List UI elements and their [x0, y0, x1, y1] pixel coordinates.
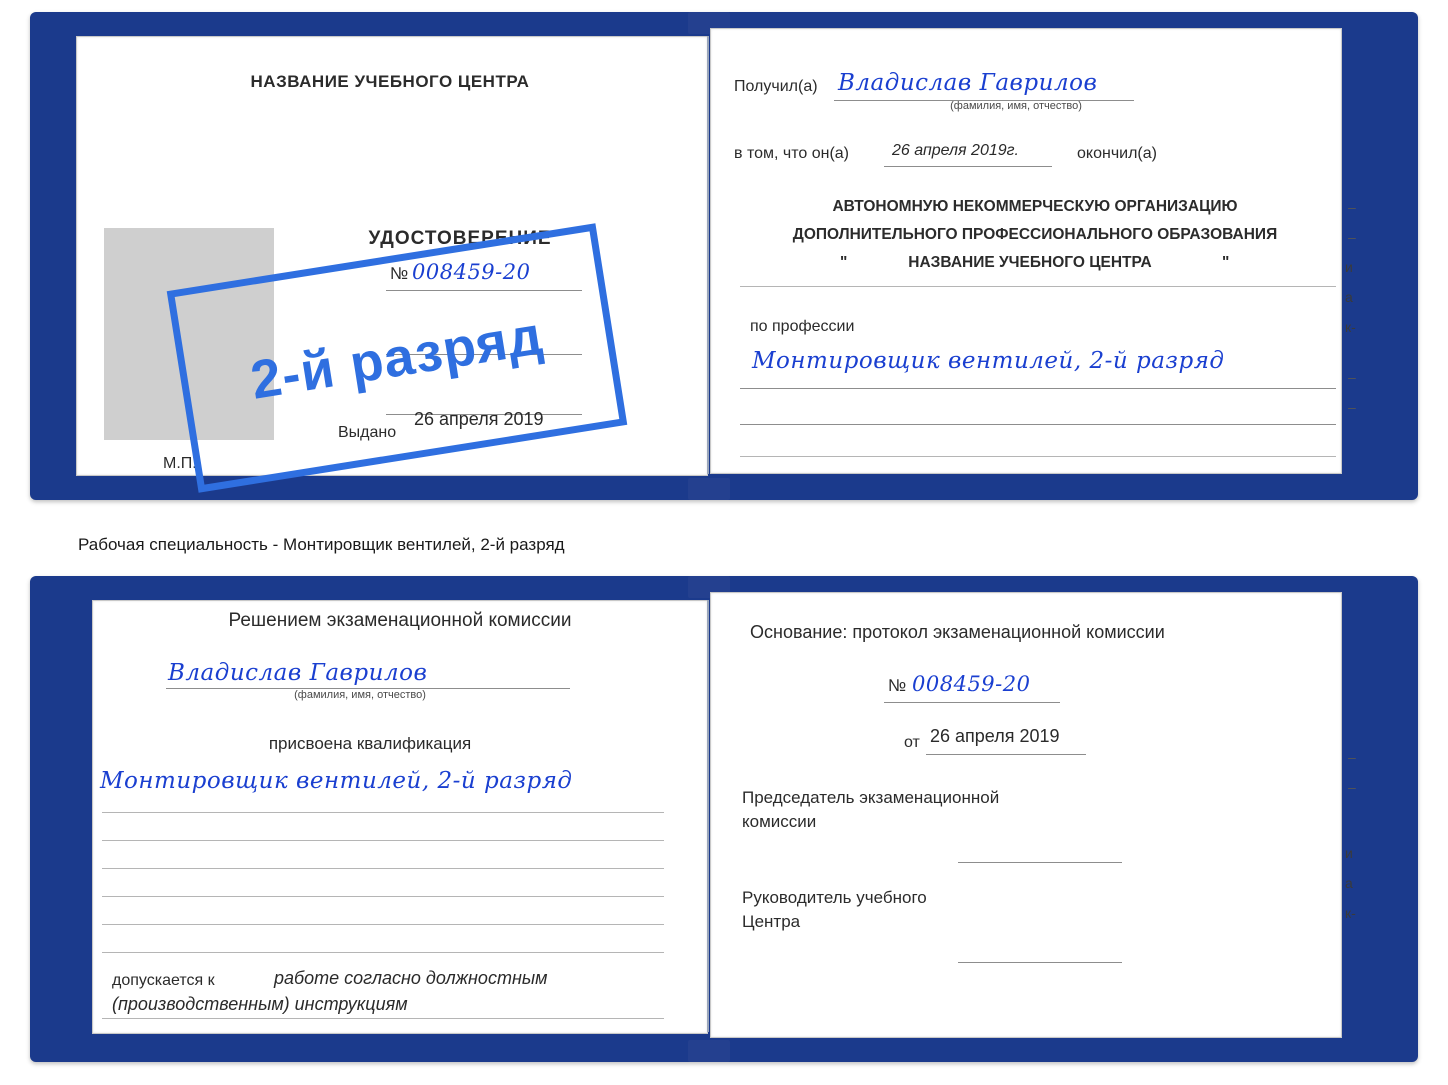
chairman-label-line2: комиссии	[742, 812, 817, 831]
org-rule-1	[740, 286, 1336, 287]
back-edge-char-2: а	[1345, 875, 1353, 891]
head-label-line1: Руководитель учебного	[742, 888, 927, 907]
quote-open: "	[840, 254, 848, 271]
profession-rule-2	[740, 424, 1336, 425]
front-edge-char-3: к-	[1345, 319, 1356, 335]
profession-rule-3	[740, 456, 1336, 457]
front-edge-dash-4: –	[1348, 399, 1356, 415]
protocol-number-value: 008459-20	[912, 672, 1031, 696]
finished-label: окончил(а)	[1077, 145, 1157, 162]
certificate-number-sign: №	[390, 264, 409, 283]
name-hint-front: (фамилия, имя, отчество)	[950, 100, 1082, 112]
front-edge-char-1: и	[1345, 259, 1353, 275]
rank-watermark-stamp: 2-й разряд	[167, 223, 628, 492]
training-center-name: НАЗВАНИЕ УЧЕБНОГО ЦЕНТРА	[250, 72, 530, 91]
quote-close: "	[1222, 254, 1230, 271]
commission-decision-heading: Решением экзаменационной комиссии	[228, 610, 572, 631]
front-edge-dashes-lower	[1348, 362, 1356, 422]
name-hint-back: (фамилия, имя, отчество)	[294, 689, 426, 701]
seal-mark-label: М.П.	[163, 455, 197, 472]
back-edge-char-1: и	[1345, 845, 1353, 861]
from-date: 26 апреля 2019	[930, 726, 1060, 746]
front-edge-char-2: а	[1345, 289, 1353, 305]
front-edge-dashes	[1348, 192, 1356, 252]
issued-date: 26 апреля 2019	[414, 409, 544, 429]
back-left-rule-7	[102, 1018, 664, 1019]
issued-label: Выдано	[338, 424, 397, 441]
back-left-rule-4	[102, 896, 664, 897]
chairman-label-line1: Председатель экзаменационной	[742, 788, 1000, 807]
profession-label: по профессии	[750, 318, 855, 335]
back-edge-dashes	[1348, 742, 1356, 802]
certificate-number-value: 008459-20	[412, 260, 531, 284]
front-edge-dash-3: –	[1348, 369, 1356, 385]
spine-notch-bottom	[688, 478, 730, 500]
allowed-label: допускается к	[112, 972, 215, 989]
organization-line-3: НАЗВАНИЕ УЧЕБНОГО ЦЕНТРА	[908, 254, 1152, 271]
page-caption: Рабочая специальность - Монтировщик вентилей, 2-й разряд	[78, 535, 565, 554]
from-label: от	[904, 734, 920, 751]
protocol-number-sign: №	[888, 676, 907, 695]
profession-rule	[740, 388, 1336, 389]
front-edge-dash-2: –	[1348, 229, 1356, 245]
qualification-value: Монтировщик вентилей, 2-й разряд	[100, 768, 573, 794]
back-edge-dash-2: –	[1348, 779, 1356, 795]
qualification-label: присвоена квалификация	[268, 734, 472, 753]
allowed-value-line2: (производственным) инструкциям	[112, 994, 408, 1014]
back-edge-dash-1: –	[1348, 749, 1356, 765]
head-label-line2: Центра	[742, 912, 801, 931]
protocol-number-rule	[884, 702, 1060, 703]
received-name: Владислав Гаврилов	[838, 70, 1098, 96]
back-left-rule-5	[102, 924, 664, 925]
back-left-rule-1	[102, 812, 664, 813]
back-edge-char-3: к-	[1345, 905, 1356, 921]
head-signature-rule	[958, 962, 1122, 963]
front-edge-dash-1: –	[1348, 199, 1356, 215]
spine-notch-bottom-2	[688, 1040, 730, 1062]
back-left-rule-3	[102, 868, 664, 869]
finish-date: 26 апреля 2019г.	[892, 142, 1019, 159]
certificate-title: УДОСТОВЕРЕНИЕ	[368, 228, 552, 249]
chairman-signature-rule	[958, 862, 1122, 863]
from-date-rule	[926, 754, 1086, 755]
holder-name-back: Владислав Гаврилов	[168, 660, 428, 686]
organization-line-2: ДОПОЛНИТЕЛЬНОГО ПРОФЕССИОНАЛЬНОГО ОБРАЗОВАНИЯ	[792, 226, 1278, 243]
front-edge-chars	[1345, 252, 1356, 342]
certificate-front-spine	[707, 36, 709, 474]
profession-value: Монтировщик вентилей, 2-й разряд	[752, 348, 1225, 374]
allowed-value-line1: работе согласно должностным	[274, 968, 548, 988]
back-left-rule-2	[102, 840, 664, 841]
certificate-back-spine	[707, 600, 709, 1032]
basis-label: Основание: протокол экзаменационной комиссии	[750, 622, 1165, 642]
back-edge-chars	[1345, 838, 1356, 928]
that-he-label: в том, что он(а)	[734, 145, 849, 162]
received-label: Получил(а)	[734, 78, 818, 95]
back-left-rule-6	[102, 952, 664, 953]
finish-date-rule	[884, 166, 1052, 167]
organization-line-1: АВТОНОМНУЮ НЕКОММЕРЧЕСКУЮ ОРГАНИЗАЦИЮ	[832, 198, 1238, 215]
